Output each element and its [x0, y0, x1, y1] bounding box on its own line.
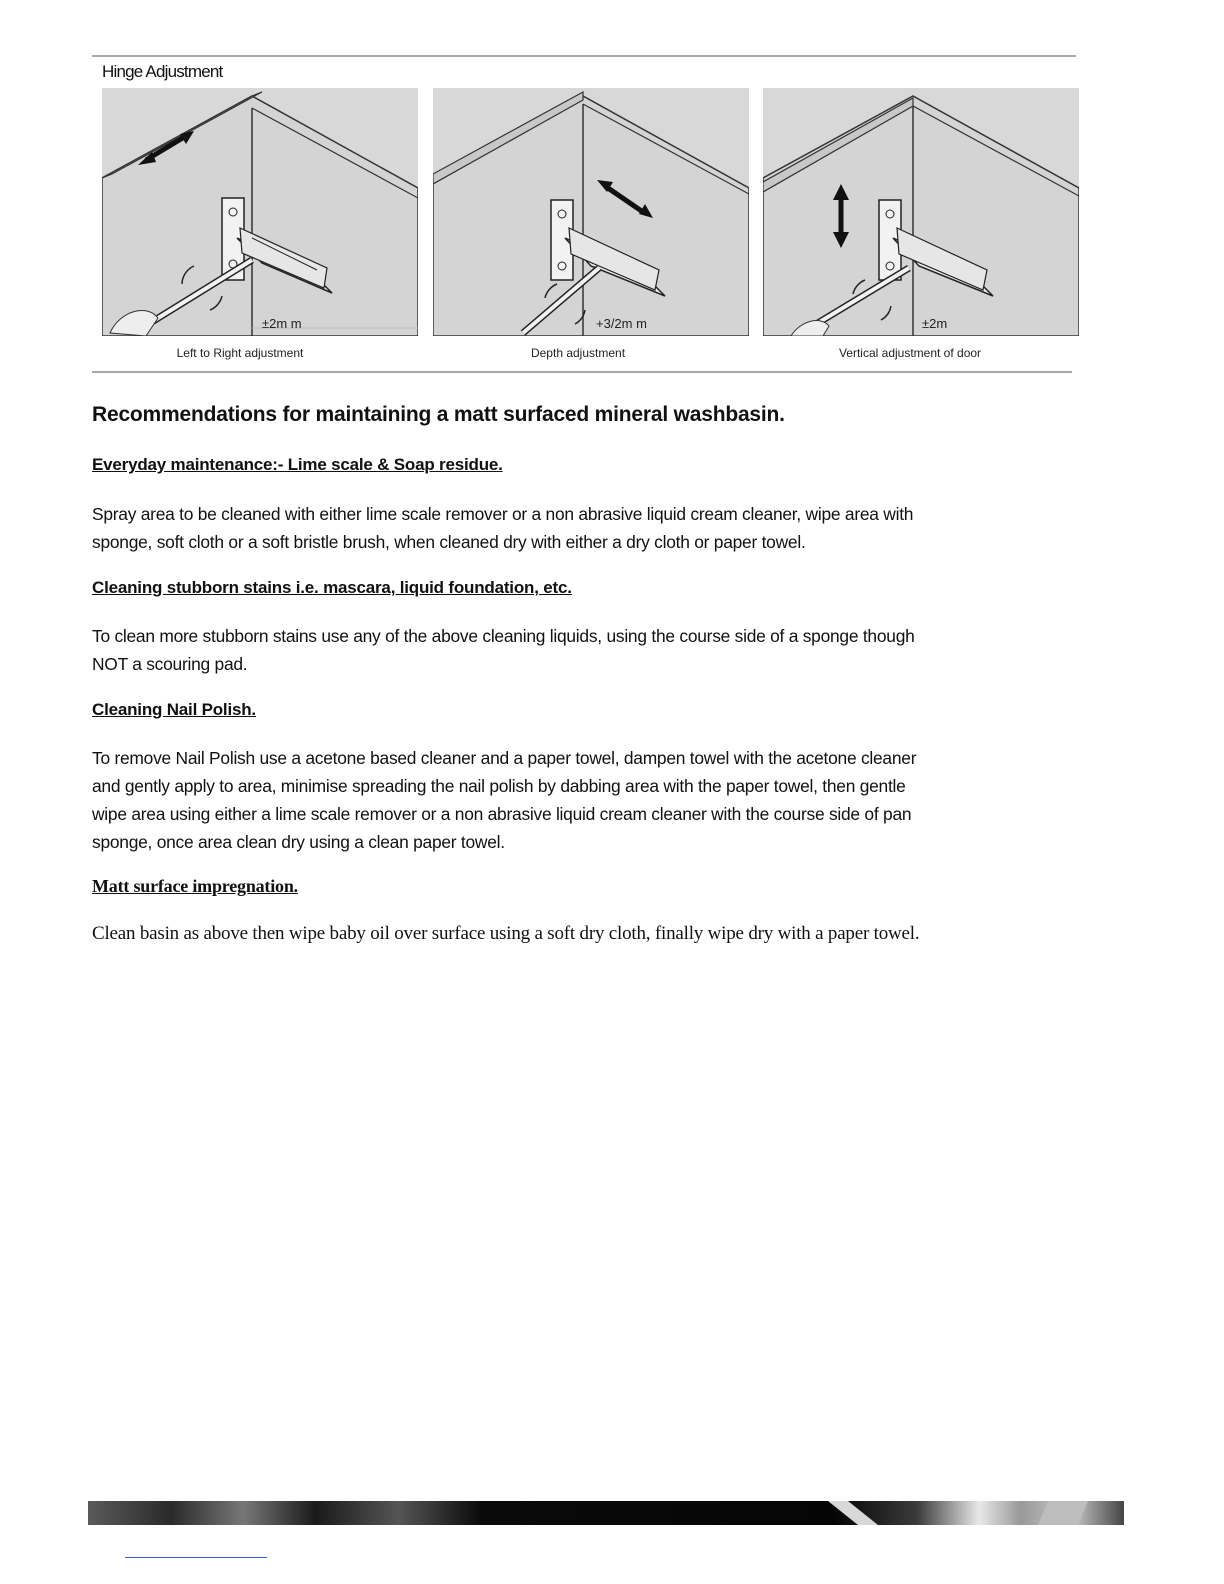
body-line: Clean basin as above then wipe baby oil over surface using a soft dry cloth, finally wipe dry with a paper towel. [92, 923, 920, 944]
hinge-figure-left-right [102, 88, 418, 336]
measurement-vertical: ±2m [922, 316, 948, 331]
body-line: To clean more stubborn stains use any of the above cleaning liquids, using the course side of a sponge though [92, 626, 915, 646]
section-title-impregnation: Matt surface impregnation. [92, 876, 298, 896]
section-title-nail-polish: Cleaning Nail Polish. [92, 700, 256, 719]
body-line: NOT a scouring pad. [92, 654, 248, 674]
section-title-everyday: Everyday maintenance:- Lime scale & Soap residue. [92, 455, 503, 474]
section-body-impregnation [92, 920, 1132, 948]
top-rule [92, 55, 1076, 57]
section-body-everyday [92, 500, 1132, 556]
measurement-depth: +3/2m m [596, 316, 647, 331]
hinge-figure-depth [433, 88, 749, 336]
page-heading: Recommendations for maintaining a matt surfaced mineral washbasin. [92, 403, 785, 426]
footer-link-rule [125, 1557, 267, 1558]
body-line: sponge, soft cloth or a soft bristle brush, when cleaned dry with either a dry cloth or paper towel. [92, 532, 806, 552]
body-line: To remove Nail Polish use a acetone based cleaner and a paper towel, dampen towel with the acetone cleaner [92, 748, 917, 768]
caption-depth: Depth adjustment [530, 346, 626, 360]
section-body-stubborn [92, 622, 1132, 678]
body-line: and gently apply to area, minimise spreading the nail polish by dabbing area with the paper towel, then gentle [92, 776, 906, 796]
measurement-left-right: ±2m m [262, 316, 302, 331]
figure-bottom-rule [92, 371, 1072, 373]
hinge-title: Hinge Adjustment [102, 62, 223, 81]
caption-vertical: Vertical adjustment of door [838, 346, 982, 360]
body-line: Spray area to be cleaned with either lime scale remover or a non abrasive liquid cream cleaner, wipe area with [92, 504, 914, 524]
body-line: sponge, once area clean dry using a clean paper towel. [92, 832, 505, 852]
footer-image-band [88, 1501, 1124, 1525]
body-line: wipe area using either a lime scale remover or a non abrasive liquid cream cleaner with the course side of pan [92, 804, 912, 824]
hinge-figure-vertical [763, 88, 1079, 336]
section-title-stubborn: Cleaning stubborn stains i.e. mascara, liquid foundation, etc. [92, 578, 572, 597]
caption-left-right: Left to Right adjustment [176, 346, 304, 360]
section-body-nail-polish [92, 744, 1132, 856]
